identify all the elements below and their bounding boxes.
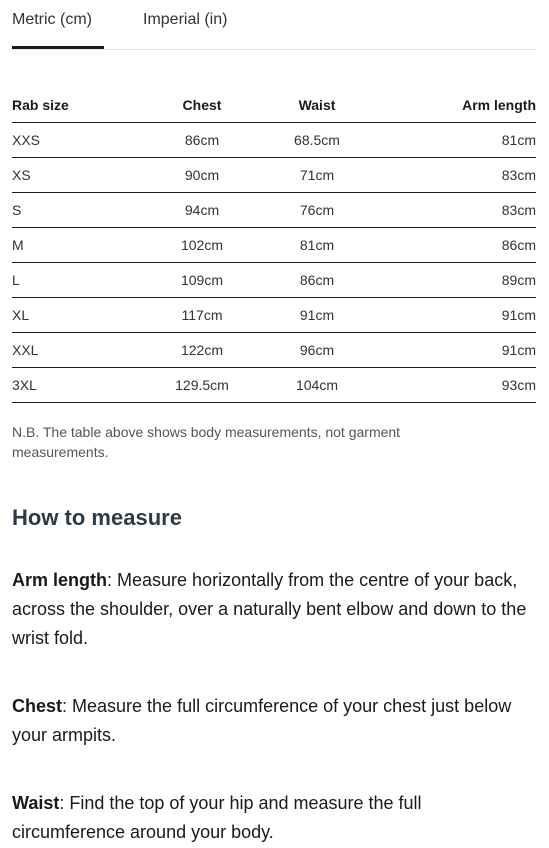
cell-arm-length: 91cm xyxy=(362,333,536,368)
cell-size: 3XL xyxy=(12,368,132,403)
header-rab-size: Rab size xyxy=(12,88,132,123)
chest-text: : Measure the full circumference of your chest just below your armpits. xyxy=(12,696,512,745)
chest-instruction xyxy=(12,692,532,750)
table-row xyxy=(12,158,536,193)
how-to-measure-heading: How to measure xyxy=(12,505,182,530)
cell-waist: 81cm xyxy=(272,228,362,263)
cell-arm-length: 83cm xyxy=(362,193,536,228)
cell-chest: 117cm xyxy=(132,298,272,333)
table-row xyxy=(12,193,536,228)
table-header-row xyxy=(12,88,536,123)
active-tab-indicator xyxy=(12,46,104,49)
measurement-note: N.B. The table above shows body measurements, not garment measurements. xyxy=(12,424,401,460)
cell-chest: 86cm xyxy=(132,123,272,158)
table-row xyxy=(12,123,536,158)
waist-instruction xyxy=(12,789,532,847)
cell-arm-length: 83cm xyxy=(362,158,536,193)
cell-chest: 109cm xyxy=(132,263,272,298)
table-row xyxy=(12,298,536,333)
cell-arm-length: 89cm xyxy=(362,263,536,298)
chest-label: Chest xyxy=(12,696,63,716)
cell-arm-length: 93cm xyxy=(362,368,536,403)
cell-waist: 104cm xyxy=(272,368,362,403)
cell-waist: 86cm xyxy=(272,263,362,298)
cell-size: XL xyxy=(12,298,132,333)
cell-chest: 122cm xyxy=(132,333,272,368)
cell-size: M xyxy=(12,228,132,263)
table-row xyxy=(12,228,536,263)
arm-length-instruction xyxy=(12,566,532,653)
cell-chest: 102cm xyxy=(132,228,272,263)
cell-waist: 68.5cm xyxy=(272,123,362,158)
cell-size: XS xyxy=(12,158,132,193)
table-row xyxy=(12,263,536,298)
cell-arm-length: 91cm xyxy=(362,298,536,333)
unit-tabs xyxy=(12,0,536,50)
table-row xyxy=(12,333,536,368)
arm-length-text: : Measure horizontally from the centre of your back, across the shoulder, over a naturally bent elbow and down to the wrist fold. xyxy=(12,570,527,648)
header-waist: Waist xyxy=(272,88,362,123)
cell-size: XXS xyxy=(12,123,132,158)
table-row xyxy=(12,368,536,403)
cell-size: S xyxy=(12,193,132,228)
header-chest: Chest xyxy=(132,88,272,123)
cell-arm-length: 86cm xyxy=(362,228,536,263)
cell-waist: 91cm xyxy=(272,298,362,333)
tab-imperial[interactable]: Imperial (in) xyxy=(143,11,228,28)
cell-chest: 129.5cm xyxy=(132,368,272,403)
cell-waist: 76cm xyxy=(272,193,362,228)
cell-arm-length: 81cm xyxy=(362,123,536,158)
arm-length-label: Arm length xyxy=(12,570,108,590)
tab-metric[interactable]: Metric (cm) xyxy=(12,11,92,28)
header-arm-length: Arm length xyxy=(362,88,536,123)
waist-text: : Find the top of your hip and measure the full circumference around your body. xyxy=(12,793,422,842)
size-table xyxy=(12,88,536,403)
waist-label: Waist xyxy=(12,793,60,813)
cell-chest: 90cm xyxy=(132,158,272,193)
cell-size: L xyxy=(12,263,132,298)
cell-chest: 94cm xyxy=(132,193,272,228)
cell-waist: 71cm xyxy=(272,158,362,193)
cell-size: XXL xyxy=(12,333,132,368)
cell-waist: 96cm xyxy=(272,333,362,368)
